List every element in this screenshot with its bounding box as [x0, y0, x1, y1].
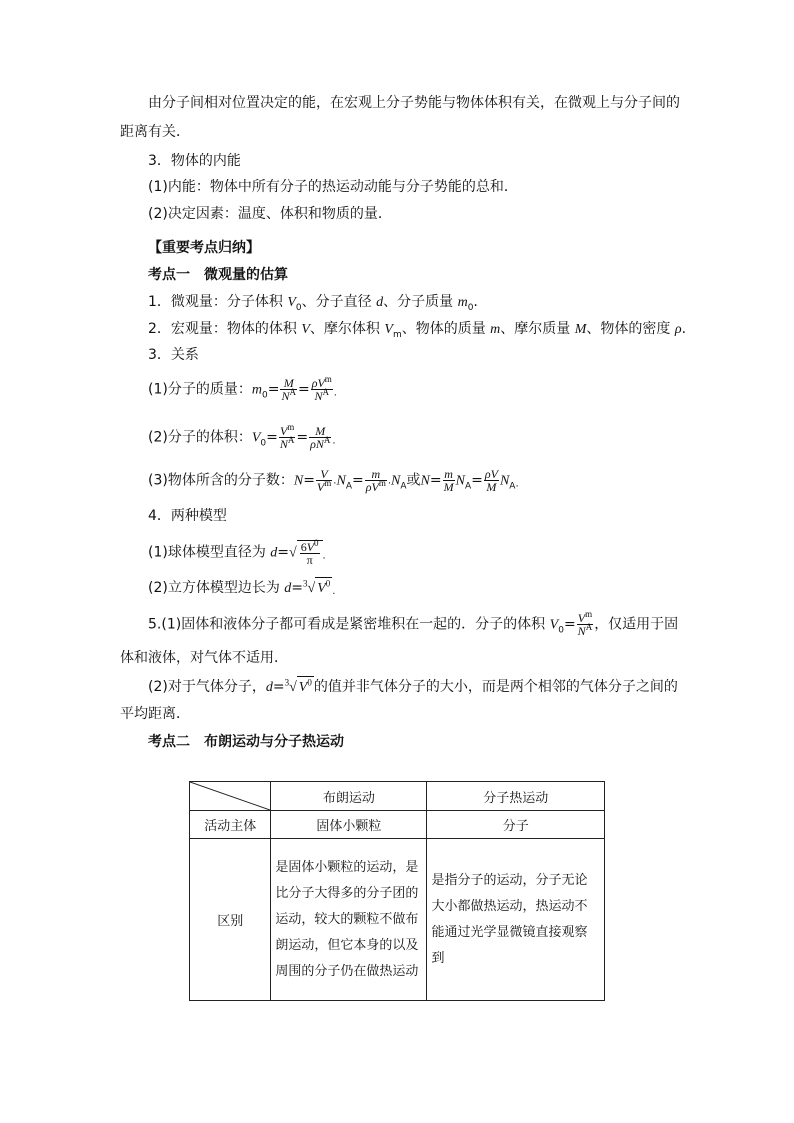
macro-quantities: 2．宏观量：物体的体积 V、摩尔体积 $V_m$、物体的质量 m、摩尔质量 M、物体的密度 ρ. — [148, 321, 687, 340]
table-cell: 分子 — [427, 811, 605, 839]
topic-heading: 考点二 布朗运动与分子热运动 — [148, 734, 344, 750]
topic-heading: 考点一 微观量的估算 — [148, 267, 288, 283]
paragraph-line: 由分子间相对位置决定的能，在宏观上分子势能与物体体积有关，在微观上与分子间的 — [148, 95, 680, 111]
formula-molecule-mass: (1)分子的质量：$m_0=$ $\frac{M}{N^A}$ = $\frac{\rho V^m}{N^A}$ . — [148, 374, 337, 403]
table-cell: 固体小颗粒 — [271, 811, 427, 839]
paragraph-line: 距离有关． — [120, 124, 190, 140]
row-label: 区别 — [190, 839, 271, 1001]
table-cell: 是指分子的运动，分子无论大小都做热运动，热运动不能通过光学显微镜直接观察到 — [431, 872, 588, 966]
table-row — [190, 839, 605, 1001]
key-points-heading: 【重要考点归纳】 — [148, 240, 260, 256]
micro-quantities: 1．微观量：分子体积 $V_0$、分子直径 d、分子质量 $m_0$. — [148, 294, 478, 313]
section-heading: 3．关系 — [148, 347, 199, 363]
diagonal-line — [190, 782, 270, 810]
paragraph-line: 体和液体，对气体不适用． — [120, 650, 288, 666]
table-header-row — [190, 782, 605, 811]
section-heading: 3．物体的内能 — [148, 153, 241, 169]
formula-molecule-count: (3)物体所含的分子数：N= $\frac{V}{V^m}$ $\cdot N_A=$ $\frac{m}{\rho V^m}$ $\cdot N_A$或N= $\frac{m}{M}$ $N_A=$ $\frac{\rho V}{M}$ $N_A$. — [148, 467, 519, 494]
comparison-table — [189, 781, 605, 1001]
paragraph-line: 5.(1)固体和液体分子都可看成是紧密堆积在一起的．分子的体积 $V_0=$ $\frac{V^m}{N^A}$ ，仅适用于固 — [148, 609, 679, 638]
table-cell: 是固体小颗粒的运动，是比分子大得多的分子团的运动，较大的颗粒不做布朗运动，但它本身的以及周围的分子仍在做热运动 — [275, 859, 419, 979]
header-thermal: 分子热运动 — [427, 782, 605, 811]
cube-model: (2)立方体模型边长为 d=$^3$√ $V^0$. — [148, 577, 708, 603]
paragraph-line: 平均距离． — [120, 706, 190, 722]
row-label: 活动主体 — [190, 811, 271, 839]
header-brownian: 布朗运动 — [271, 782, 427, 811]
paragraph-line: (2)对于气体分子，d=$^3$√ $V^0$ 的值并非气体分子的大小，而是两个相邻的气体分子之间的 — [148, 676, 708, 699]
formula-molecule-volume: (2)分子的体积：$V_0=$ $\frac{V^m}{N^A}$ = $\frac{M}{\rho N^A}$ . — [148, 422, 336, 451]
sphere-model: (1)球体模型直径为 d=√ $\frac{6V^0}{\pi}$ . — [148, 538, 326, 567]
section-heading: 4．两种模型 — [148, 508, 227, 524]
paragraph-line: (2)决定因素：温度、体积和物质的量． — [148, 206, 392, 222]
paragraph-line: (1)内能：物体中所有分子的热运动动能与分子势能的总和． — [148, 179, 518, 195]
table-row — [190, 811, 605, 839]
diagonal-header-cell — [190, 782, 271, 811]
